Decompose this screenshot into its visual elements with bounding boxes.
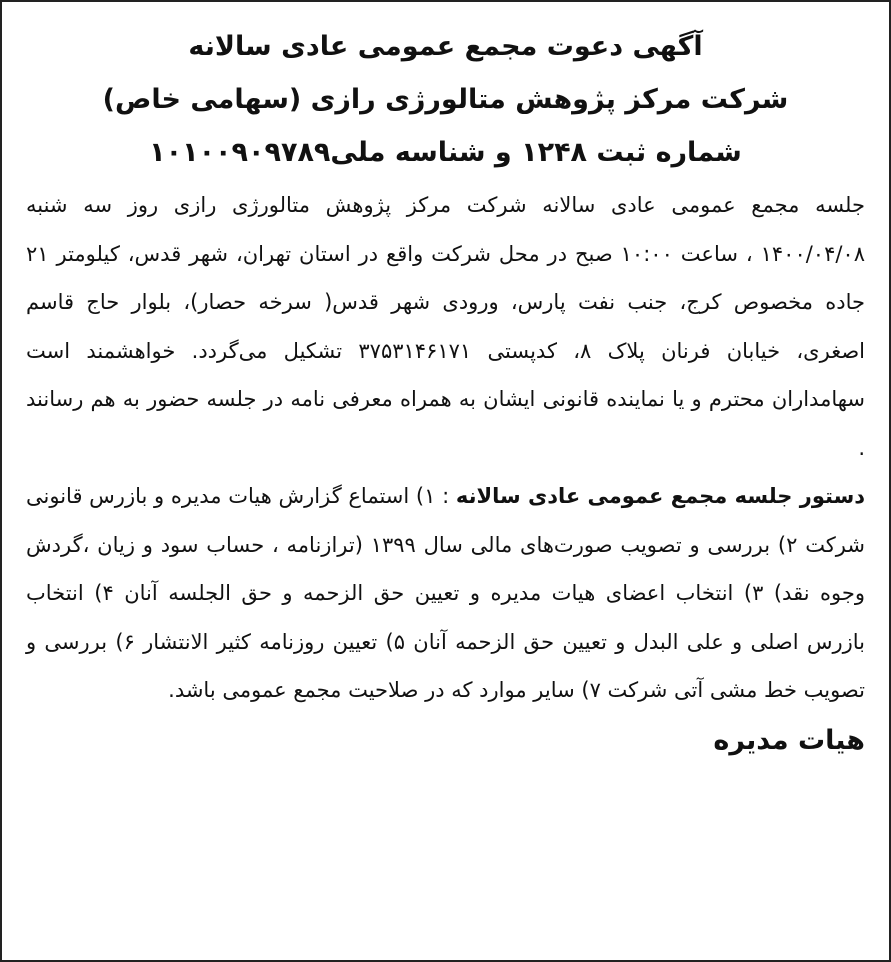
registration-info: شماره ثبت ۱۲۴۸ و شناسه ملی۱۰۱۰۰۹۰۹۷۸۹: [149, 137, 742, 168]
agenda-items: ۱) استماع گزارش هیات مدیره و بازرس قانونی شرکت ۲) بررسی و تصویب صورت‌های مالی سال ۱۳۹۹ (ترازنامه ، حساب سود و زیان ،گردش وجوه نقد) ۳) انتخاب اعضای هیات مدیره و تعیین حق الزحمه و حق الجلسه آنان ۴) انتخاب بازرس اصلی و علی البدل و تعیین حق الزحمه آنان ۵) تعیین روزنامه کثیر الانتشار ۶) بررسی و تصویب خط مشی آتی شرکت ۷) سایر موارد که در صلاحیت مجمع عمومی باشد.: [26, 484, 866, 702]
meeting-details-paragraph: جلسه مجمع عمومی عادی سالانه شرکت مرکز پژوهش متالورژی رازی روز سه شنبه ۱۴۰۰/۰۴/۰۸ ، ساعت ۱۰:۰۰ صبح در محل شرکت واقع در استان تهران، شهر قدس، کیلومتر ۲۱ جاده مخصوص کرج، جنب نفت پارس، ورودی شهر قدس( سرخه حصار)، بلوار حاج قاسم اصغری، خیابان فرنان پلاک ۸، کدپستی ۳۷۵۳۱۴۶۱۷۱ تشکیل می‌گردد. خواهشمند است سهامداران محترم و یا نماینده قانونی ایشان به همراه معرفی نامه در جلسه حضور به هم رسانند .: [26, 193, 865, 460]
signature: هیات مدیره: [713, 724, 865, 756]
agenda-paragraph: [26, 472, 865, 715]
agenda-separator: :: [435, 484, 456, 508]
notice-title: آگهی دعوت مجمع عمومی عادی سالانه: [188, 31, 703, 62]
notice-header: [26, 20, 865, 179]
agenda-title: دستور جلسه مجمع عمومی عادی سالانه: [455, 484, 865, 508]
company-name: شرکت مرکز پژوهش متالورژی رازی (سهامی خاص): [102, 84, 789, 115]
